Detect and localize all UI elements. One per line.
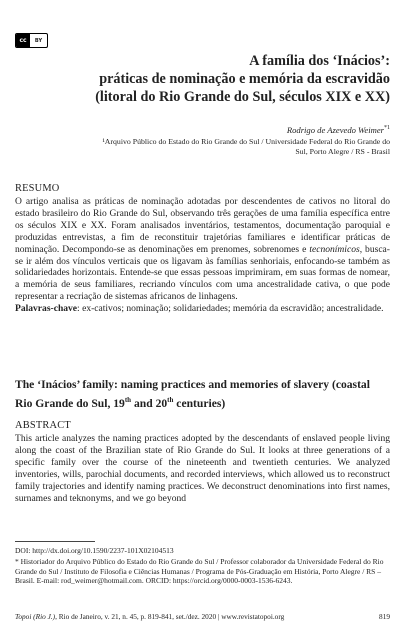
english-title (15, 378, 390, 411)
cc-icon: cc (16, 34, 30, 47)
resumo-text-part-1: O artigo analisa as práticas de nominação adotadas por descendentes de cativos no litoral do estado brasileiro do Rio Grande do Sul, observando três gerações de uma família específica entre os séculos XIX e XX. Foram analisados inventários, testamentos, documentação paroquial e produzidas entrevistas, a fim de reconstituir trajetórias familiares e identificar práticas de nominação. Decompondo-se as denominações em prenomes, sobrenomes e (15, 196, 390, 255)
cc-by-license-badge (15, 33, 48, 48)
english-title-sup-1: th (124, 395, 132, 404)
doi-link[interactable]: DOI: http://dx.doi.org/10.1590/2237-101X02104513 (15, 546, 174, 555)
by-icon: BY (34, 37, 43, 44)
author-affiliation: ¹Arquivo Público do Estado do Rio Grande do Sul / Universidade Federal do Rio Grande do Sul, Porto Alegre / RS - Brasil (102, 137, 390, 156)
author (287, 125, 390, 135)
page-footer (15, 612, 390, 621)
article-title (20, 52, 390, 106)
english-title-part-a: The ‘Inácios’ family: naming practices and memories of slavery (coastal Rio Grande do Sul, 19 (15, 378, 370, 410)
abstract-heading: ABSTRACT (15, 420, 71, 431)
author-name: Rodrigo de Azevedo Weimer (286, 125, 384, 135)
title-line-3: (litoral do Rio Grande do Sul, séculos XIX e XX) (95, 89, 390, 105)
author-footnote: * Historiador do Arquivo Público do Estado do Rio Grande do Sul / Professor colaborador da Universidade Federal do Rio Grande do Sul / Instituto de Filosofia e Ciências Humanas / Programa de Pós-Graduação em História, Porto Alegre / RS – Brasil. E-mail: rod_weimer@hotmail.com. ORCID: https://orcid.org/0000-0003-1536-6243. (15, 557, 384, 586)
journal-name: Topoi (Rio J.) (15, 612, 56, 621)
keywords-list: : ex-cativos; nominação; solidariedades; memória da escravidão; ancestralidade. (77, 303, 384, 315)
citation-details: , Rio de Janeiro, v. 21, n. 45, p. 819-841, set./dez. 2020 | www.revistatopoi.org (55, 612, 285, 621)
title-line-1: A família dos ‘Inácios’: (249, 53, 390, 69)
title-line-2: práticas de nominação e memória da escravidão (99, 71, 390, 87)
resumo-text-part-2: , busca-se ir além dos vínculos verticais que os ligavam às famílias senhoriais, enfocando-se também as solidariedades horizontais. Entende-se que essas pessoas imprimiram, em suas formas de nomear, a memória de seus familiares, recriando vínculos com uma ancestralidade cativa, o que pode representar a recriação de sistemas africanos de linhagens. (15, 243, 390, 303)
author-marks: *1 (384, 125, 390, 132)
footnote-divider (15, 541, 95, 542)
page-number: 819 (379, 612, 390, 621)
journal-citation (15, 612, 284, 621)
abstract-body: This article analyzes the naming practices adopted by the descendants of enslaved people living along the coast of the Brazilian state of Rio Grande do Sul. It looks at three generations of a specific family over the course of the nineteenth and twentieth centuries. We analyzed inventories, wills, parochial documents, and recorded interviews, which allowed us to reconstruct family trajectories and identify naming practices. We deconstruct denominations into first names, surnames and teknonyms, and we go beyond (15, 433, 390, 504)
keywords-label: Palavras-chave (15, 303, 78, 315)
resumo-heading: RESUMO (15, 183, 60, 194)
english-title-part-b: and 20 (131, 396, 168, 410)
resumo-paragraph (15, 196, 390, 303)
resumo-body (15, 196, 390, 315)
resumo-italic-term: tecnonímicos (309, 243, 360, 255)
english-title-sup-2: th (167, 395, 174, 404)
english-title-part-c: centuries) (173, 396, 226, 410)
keywords (15, 303, 390, 315)
